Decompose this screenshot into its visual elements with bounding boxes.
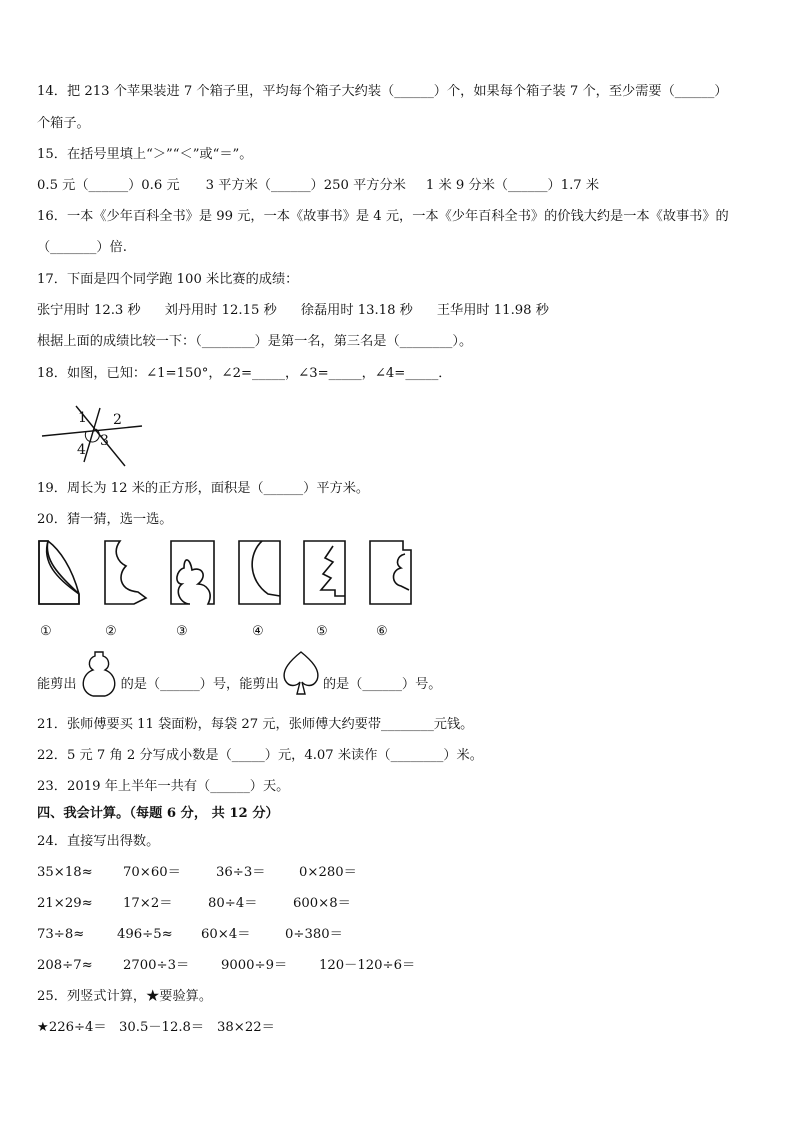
q16-line1: 16．一本《少年百科全书》是 99 元，一本《故事书》是 4 元，一本《少年百科全书》的价钱大约是一本《故事书》的: [37, 209, 729, 224]
q15-items: [37, 178, 599, 194]
q24-cell: 21×29≈: [37, 896, 93, 911]
q24-cell: 36÷3＝: [216, 865, 266, 880]
q24-cell: 496÷5≈: [117, 927, 173, 942]
q24-cell: 70×60＝: [123, 865, 181, 880]
q15-title: 15．在括号里填上“＞”“＜”或“＝”。: [37, 147, 253, 162]
q18-label-3: 3: [100, 433, 109, 449]
q20-paper-5: [303, 540, 347, 606]
q20-mid2: 的是（______）号。: [322, 677, 442, 692]
q17-result-2: 刘丹用时 12.15 秒: [164, 303, 277, 318]
q20-paper-6: [369, 540, 413, 606]
q17-result-3: 徐磊用时 13.18 秒: [300, 303, 413, 318]
q18-label-1: 1: [78, 410, 87, 426]
q17-results: [37, 303, 549, 319]
q20-paper-4: [238, 540, 282, 606]
q20-question: [37, 672, 442, 693]
q14-line1: 14．把 213 个苹果装进 7 个箱子里，平均每个箱子大约装（______）个，如果每个箱子装 7 个，至少需要（______）: [37, 84, 728, 99]
q20-title: 20．猜一猜，选一选。: [37, 512, 173, 527]
q20-option-2: ②: [105, 624, 117, 639]
q20-option-6: ⑥: [376, 624, 388, 639]
q24-cell: 80÷4＝: [208, 896, 258, 911]
q25-title: 25．列竖式计算，★要验算。: [37, 989, 213, 1004]
q24-cell: 60×4＝: [201, 927, 251, 942]
q20-paper-3: [170, 540, 216, 606]
q24-cell: 0÷380＝: [285, 927, 343, 942]
q24-cell: 2700÷3＝: [123, 958, 190, 973]
q17-title: 17．下面是四个同学跑 100 米比赛的成绩：: [37, 272, 299, 287]
q22-text: 22．5 元 7 角 2 分写成小数是（_____）元，4.07 米读作（________）米。: [37, 748, 483, 763]
gourd-shape-icon: [77, 672, 121, 688]
q24-cell: 0×280＝: [299, 865, 357, 880]
q14-line2: 个箱子。: [37, 116, 90, 131]
q24-cell: 208÷7≈: [37, 958, 93, 973]
q24-cell: 73÷8≈: [37, 927, 85, 942]
q20-prefix: 能剪出: [37, 677, 77, 692]
q20-paper-2: [104, 540, 148, 606]
q20-paper-1: [38, 540, 82, 606]
q18-text: 18．如图，已知：∠1=150°，∠2=_____，∠3=_____，∠4=_____．: [37, 366, 452, 381]
q18-label-2: 2: [113, 412, 122, 428]
q24-cell: 35×18≈: [37, 865, 93, 880]
q24-cell: 600×8＝: [293, 896, 351, 911]
q20-option-5: ⑤: [316, 624, 328, 639]
q21-text: 21．张师傅要买 11 袋面粉，每袋 27 元，张师傅大约要带________元钱。: [37, 717, 474, 732]
section4-title: 四、我会计算。（每题 6 分， 共 12 分）: [37, 806, 279, 821]
q25-item: ★226÷4＝: [37, 1020, 107, 1035]
q17-result-4: 王华用时 11.98 秒: [436, 303, 549, 318]
q17-result-1: 张宁用时 12.3 秒: [37, 303, 141, 318]
q24-cell: 9000÷9＝: [221, 958, 288, 973]
q24-cell: 17×2＝: [123, 896, 173, 911]
q17-question: 根据上面的成绩比较一下：（________）是第一名，第三名是（________）。: [37, 334, 473, 349]
q18-angle-figure: [40, 400, 150, 470]
q16-line2: （_______）倍.: [37, 240, 127, 255]
q20-option-3: ③: [176, 624, 188, 639]
q15-item-3: 1 米 9 分米（______）1.7 米: [425, 178, 600, 193]
q23-text: 23．2019 年上半年一共有（______）天。: [37, 779, 290, 794]
q15-item-2: 3 平方米（______）250 平方分米: [205, 178, 406, 193]
q20-mid1: 的是（______）号，能剪出: [120, 677, 279, 692]
q24-cell: 120－120÷6＝: [319, 958, 416, 973]
q18-label-4: 4: [77, 442, 86, 458]
q20-option-1: ①: [40, 624, 52, 639]
spade-shape-icon: [279, 672, 323, 688]
q20-option-4: ④: [252, 624, 264, 639]
q25-item: 38×22＝: [217, 1020, 275, 1035]
q19-text: 19．周长为 12 米的正方形，面积是（______）平方米。: [37, 481, 370, 496]
q25-item: 30.5－12.8＝: [119, 1020, 205, 1035]
q24-title: 24．直接写出得数。: [37, 834, 160, 849]
q15-item-1: 0.5 元（______）0.6 元: [37, 178, 180, 193]
